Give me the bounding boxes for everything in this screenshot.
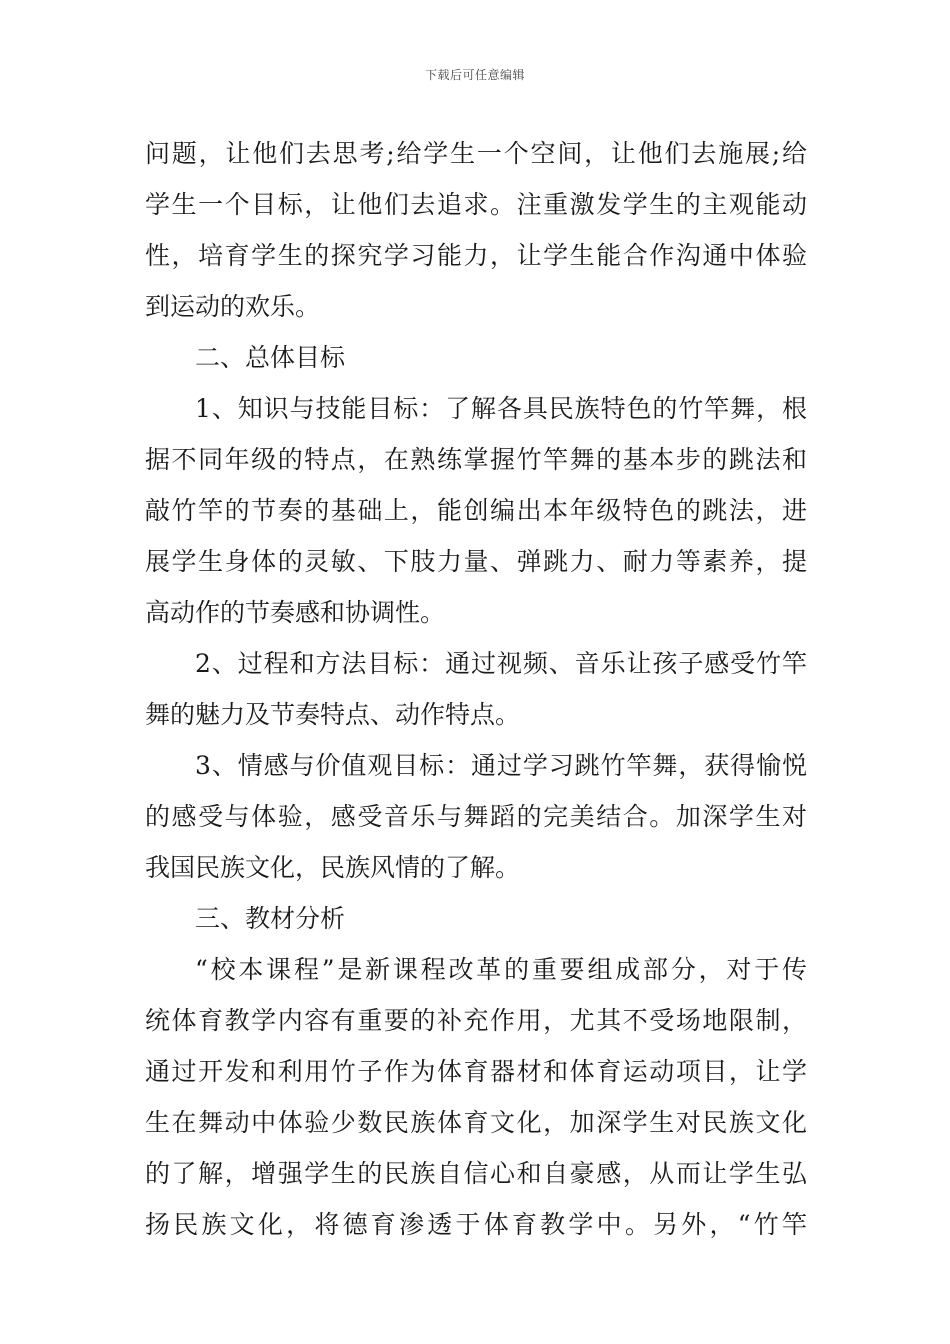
- text-line: 1、知识与技能目标：了解各具民族特色的竹竿舞，根: [195, 394, 807, 423]
- text-line: 到运动的欢乐。: [145, 292, 321, 321]
- text-line: 的了解，增强学生的民族自信心和自豪感，从而让学生弘: [145, 1159, 807, 1188]
- text-line: 二、总体目标: [195, 343, 346, 372]
- text-line: 2、过程和方法目标：通过视频、音乐让孩子感受竹竿: [195, 649, 807, 678]
- text-line: 敲竹竿的节奏的基础上，能创编出本年级特色的跳法，进: [145, 496, 807, 525]
- text-line: 性，培育学生的探究学习能力，让学生能合作沟通中体验: [145, 241, 807, 270]
- text-line: 我国民族文化，民族风情的了解。: [145, 853, 521, 882]
- document-body: [145, 128, 807, 1250]
- text-line: 扬民族文化，将德育渗透于体育教学中。另外，“竹竿: [145, 1210, 807, 1239]
- text-line: 学生一个目标，让他们去追求。注重激发学生的主观能动: [145, 190, 807, 219]
- text-line: 统体育教学内容有重要的补充作用，尤其不受场地限制，: [145, 1006, 807, 1035]
- text-line: 通过开发和利用竹子作为体育器材和体育运动项目，让学: [145, 1057, 807, 1086]
- text-line: 展学生身体的灵敏、下肢力量、弹跳力、耐力等素养，提: [145, 547, 807, 576]
- text-line: 舞的魅力及节奏特点、动作特点。: [145, 700, 521, 729]
- text-line: 的感受与体验，感受音乐与舞蹈的完美结合。加深学生对: [145, 802, 807, 831]
- text-line: 生在舞动中体验少数民族体育文化，加深学生对民族文化: [145, 1108, 807, 1137]
- text-line: 三、教材分析: [195, 904, 346, 933]
- text-line: 据不同年级的特点，在熟练掌握竹竿舞的基本步的跳法和: [145, 445, 807, 474]
- text-line: “校本课程”是新课程改革的重要组成部分，对于传: [195, 955, 807, 984]
- text-line: 问题，让他们去思考;给学生一个空间，让他们去施展;给: [145, 139, 807, 168]
- page-header-note: 下载后可任意编辑: [424, 68, 525, 82]
- text-line: 3、情感与价值观目标：通过学习跳竹竿舞，获得愉悦: [195, 751, 807, 780]
- text-line: 高动作的节奏感和协调性。: [145, 598, 446, 627]
